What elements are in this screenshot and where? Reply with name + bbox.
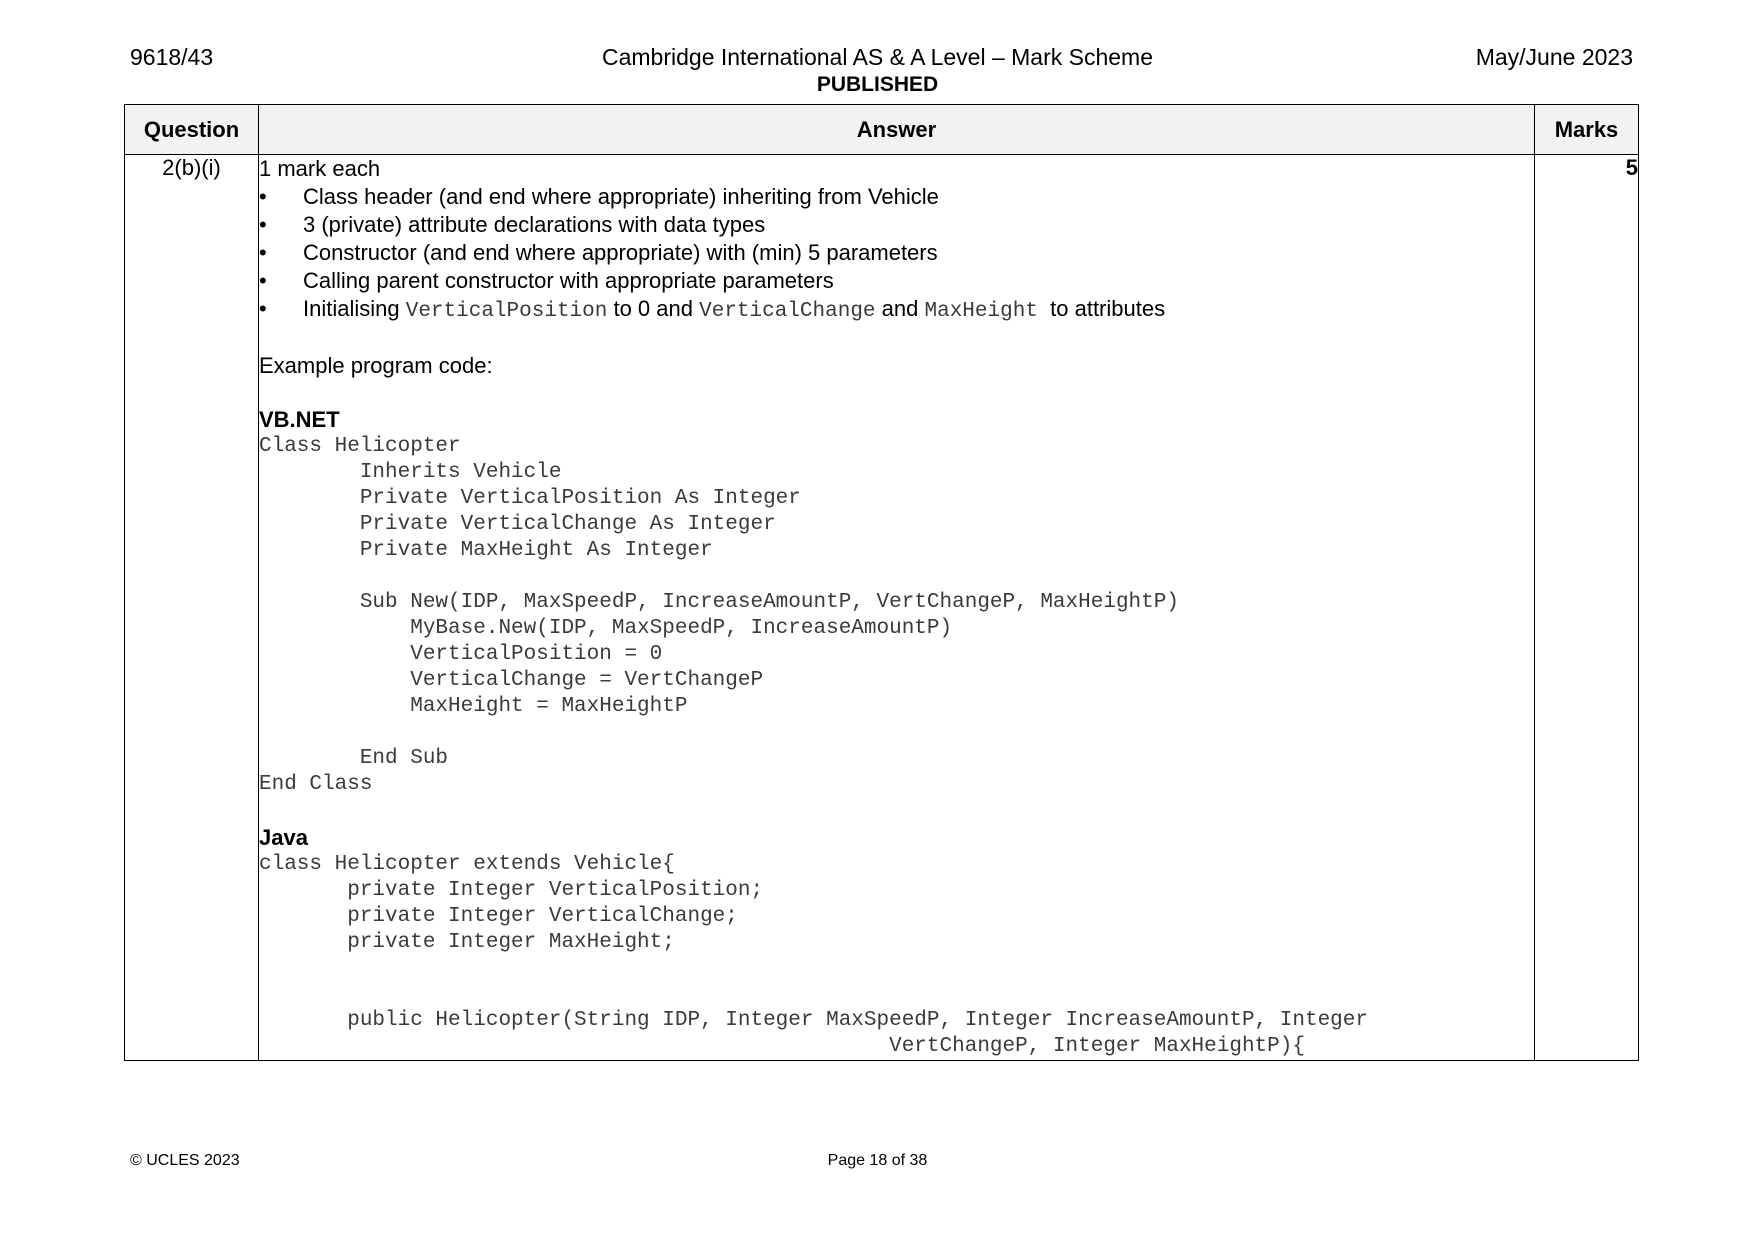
list-item [259, 267, 1534, 295]
bullet-icon: • [259, 296, 267, 321]
paper-code: 9618/43 [130, 44, 214, 70]
bullet-text: Constructor (and end where appropriate) with (min) 5 parameters [303, 240, 938, 265]
bullet-text-part: and [875, 296, 925, 321]
question-number: 2(b)(i) [125, 155, 259, 1061]
table-row [125, 155, 1639, 1061]
java-code-block: class Helicopter extends Vehicle{ private Integer VerticalPosition; private Integer VerticalChange; private Integer MaxHeight; public Helicopter(String IDP, Integer MaxSpeedP, Integer IncreaseAmountP, Integer VertChangeP, Integer MaxHeightP){ [259, 853, 1368, 1058]
answer-cell [259, 155, 1535, 1061]
table-header-row [125, 105, 1639, 155]
bullet-text: Calling parent constructor with appropriate parameters [303, 268, 834, 293]
answer-column-header: Answer [259, 105, 1535, 155]
published-label: PUBLISHED [816, 73, 939, 96]
marking-intro: 1 mark each [259, 156, 381, 181]
bullet-text-part: Initialising [303, 296, 406, 321]
marks-column-header: Marks [1535, 105, 1639, 155]
question-column-header: Question [125, 105, 259, 155]
code-term: MaxHeight [924, 300, 1038, 323]
code-term: VerticalChange [699, 300, 876, 323]
list-item [259, 239, 1534, 267]
bullet-text [303, 295, 1165, 326]
mark-scheme-table [124, 104, 1639, 1061]
vbnet-code-block: Class Helicopter Inherits Vehicle Private VerticalPosition As Integer Private VerticalChange As Integer Private MaxHeight As Integer Sub New(IDP, MaxSpeedP, IncreaseAmountP, VertChangeP, MaxHeightP) MyBase.New(IDP, MaxSpeedP, IncreaseAmountP) VerticalPosition = 0 VerticalChange = VertChangeP MaxHeight = MaxHeightP End Sub End Class [259, 435, 1179, 796]
bullet-icon: • [259, 184, 267, 209]
code-term: VerticalPosition [405, 300, 608, 323]
bullet-text-part: to attributes [1037, 296, 1166, 321]
example-label: Example program code: [259, 353, 493, 378]
bullet-icon: • [259, 268, 267, 293]
java-heading: Java [259, 825, 308, 850]
bullet-icon: • [259, 240, 267, 265]
bullet-text: Class header (and end where appropriate) inheriting from Vehicle [303, 184, 939, 209]
list-item [259, 295, 1534, 326]
bullet-text: 3 (private) attribute declarations with data types [303, 212, 766, 237]
list-item [259, 211, 1534, 239]
marks-value: 5 [1535, 155, 1639, 1061]
page-number: Page 18 of 38 [827, 1152, 928, 1169]
copyright-notice: © UCLES 2023 [130, 1152, 240, 1169]
document-title: Cambridge International AS & A Level – Mark Scheme [601, 44, 1154, 70]
bullet-icon: • [259, 212, 267, 237]
vbnet-heading: VB.NET [259, 407, 340, 432]
exam-session: May/June 2023 [1475, 44, 1633, 70]
list-item [259, 183, 1534, 211]
bullet-text-part: to 0 and [607, 296, 700, 321]
